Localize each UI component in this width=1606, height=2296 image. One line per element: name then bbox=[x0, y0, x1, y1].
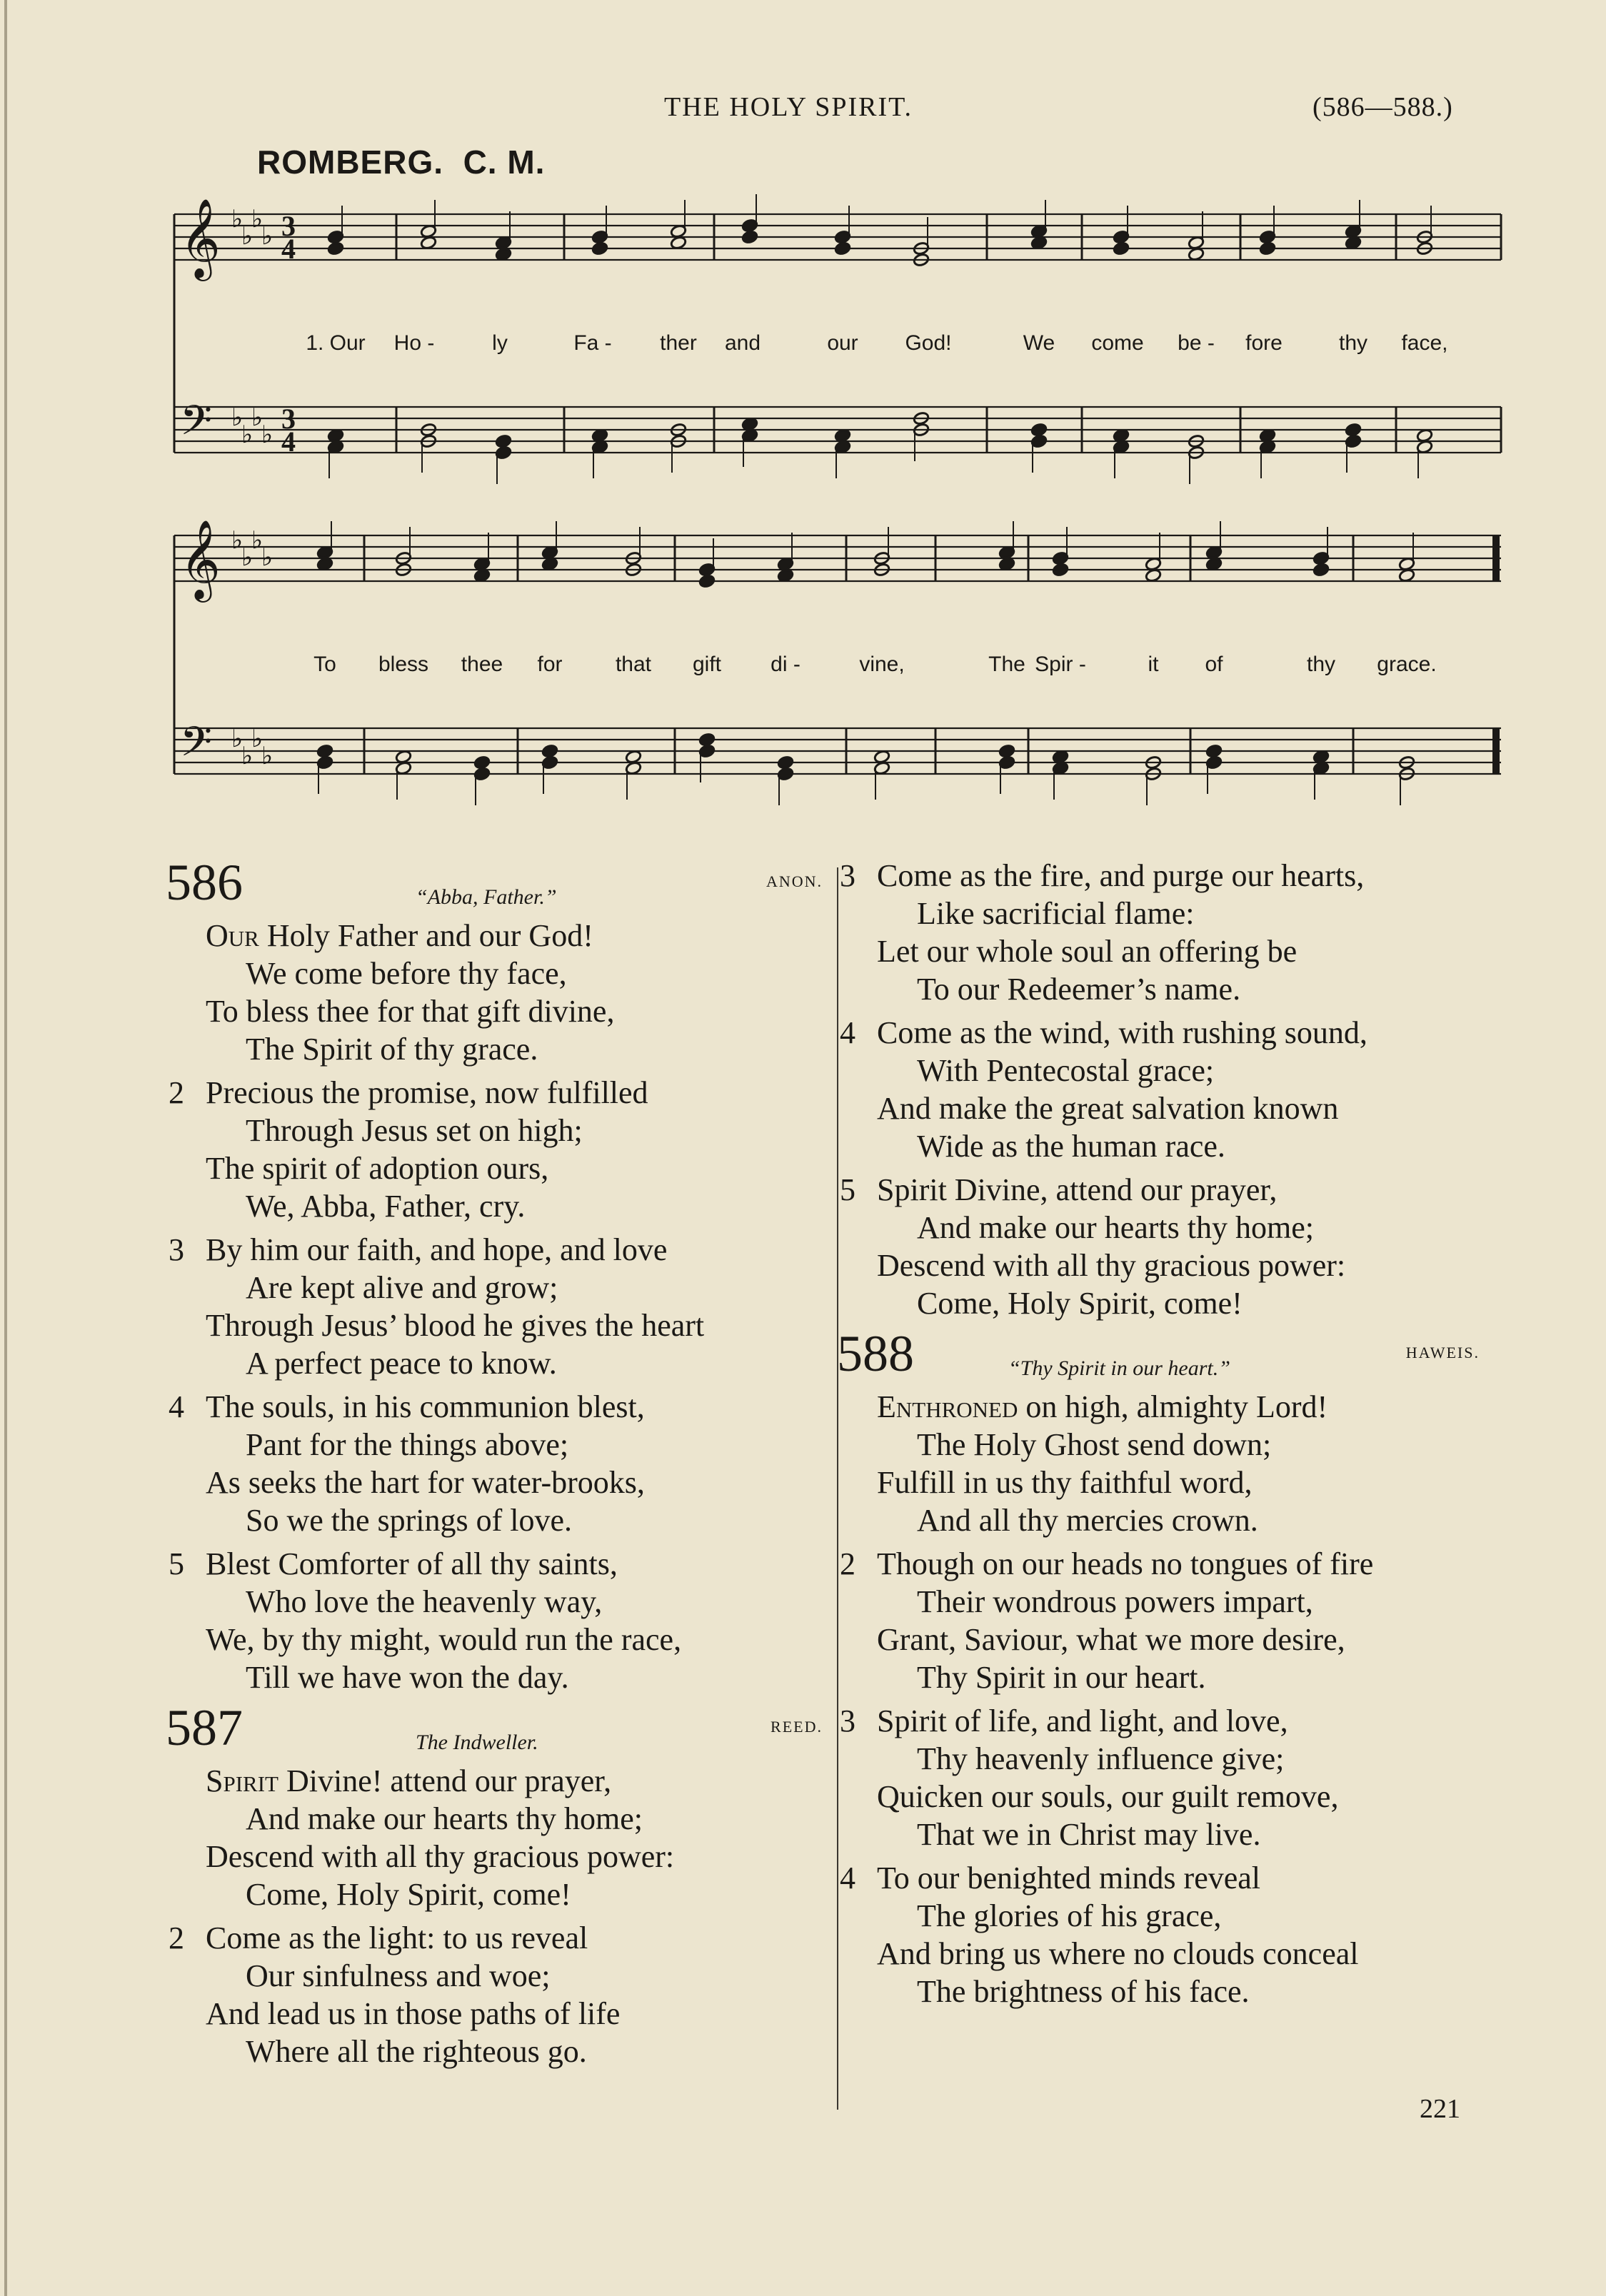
note-head bbox=[1205, 744, 1223, 758]
note-head bbox=[1113, 241, 1130, 256]
flat-icon: ♭ bbox=[241, 545, 254, 571]
stanza bbox=[166, 1388, 823, 1539]
verse-line: We, Abba, Father, cry. bbox=[246, 1189, 526, 1224]
note-head bbox=[1030, 423, 1048, 437]
verse-line: Where all the righteous go. bbox=[246, 2034, 587, 2069]
lyric-syllable: 1. Our bbox=[306, 331, 366, 355]
verse-line: The brightness of his face. bbox=[917, 1974, 1250, 2009]
hymn-header bbox=[837, 1325, 1480, 1388]
lyric-syllable: our bbox=[827, 331, 858, 355]
tune-meter: C. M. bbox=[463, 144, 546, 181]
flat-icon: ♭ bbox=[241, 422, 254, 448]
verse-line: The glories of his grace, bbox=[917, 1898, 1222, 1933]
verse-line: Come, Holy Spirit, come! bbox=[246, 1877, 571, 1912]
hymn-author: HAWEIS. bbox=[1405, 1344, 1480, 1361]
hymn-author: REED. bbox=[771, 1718, 823, 1736]
hymn-588 bbox=[837, 1325, 1480, 2010]
note-head bbox=[1259, 241, 1276, 256]
stanza-number: 5 bbox=[840, 1172, 855, 1207]
verse-line bbox=[206, 917, 823, 955]
verse-line: Quicken our souls, our guilt remove, bbox=[877, 1779, 1339, 1814]
verse-line: Thy Spirit in our heart. bbox=[917, 1660, 1206, 1695]
verse-line: We come before thy face, bbox=[246, 956, 567, 991]
verse-line: The Spirit of thy grace. bbox=[246, 1032, 538, 1067]
stanza bbox=[837, 1859, 1480, 2010]
stanza-number: 3 bbox=[840, 1703, 855, 1738]
stanza bbox=[166, 1231, 823, 1382]
verse-line: Descend with all thy gracious power: bbox=[206, 1839, 675, 1874]
verse-line: Come, Holy Spirit, come! bbox=[917, 1286, 1243, 1321]
note-head bbox=[1345, 423, 1362, 437]
verse-line: To our Redeemer’s name. bbox=[917, 972, 1241, 1007]
verse-line: Their wondrous powers impart, bbox=[917, 1584, 1313, 1619]
verse-line: Like sacrificial flame: bbox=[917, 896, 1195, 931]
first-word: Spirit bbox=[206, 1763, 278, 1798]
tune-name: ROMBERG. bbox=[257, 144, 443, 181]
note-head bbox=[473, 755, 491, 770]
verse-line: And make our hearts thy home; bbox=[917, 1210, 1314, 1245]
lyric-syllable: it bbox=[1148, 653, 1159, 676]
lyric-syllable: gift bbox=[692, 653, 722, 676]
hymn-author: ANON. bbox=[766, 872, 823, 890]
line-rest: Divine! attend our prayer, bbox=[278, 1763, 612, 1798]
note-head bbox=[777, 755, 794, 770]
time-signature-lower: 4 bbox=[281, 426, 296, 458]
running-head-range: (586—588.) bbox=[1313, 92, 1453, 122]
final-barline bbox=[1492, 535, 1500, 581]
lyric-syllable: be - bbox=[1178, 331, 1215, 355]
verse-line: Through Jesus’ blood he gives the heart bbox=[206, 1308, 705, 1343]
verse-line: Let our whole soul an offering be bbox=[877, 934, 1298, 969]
hymn-header bbox=[166, 854, 823, 917]
lyric-syllable: Spir - bbox=[1035, 653, 1086, 676]
verse-line: A perfect peace to know. bbox=[246, 1346, 557, 1381]
verse-line: Come as the fire, and purge our hearts, bbox=[877, 858, 1365, 893]
verse-line: By him our faith, and hope, and love bbox=[206, 1232, 668, 1267]
time-signature-upper: 3 bbox=[281, 403, 296, 435]
note-head bbox=[327, 241, 344, 256]
note-head bbox=[541, 744, 558, 758]
flat-icon: ♭ bbox=[251, 726, 264, 752]
verse-line: The Holy Ghost send down; bbox=[917, 1427, 1272, 1462]
page-number: 221 bbox=[1420, 2094, 1460, 2124]
note-head bbox=[741, 230, 758, 244]
lyric-syllable: God! bbox=[905, 331, 952, 355]
verse-line: Through Jesus set on high; bbox=[246, 1113, 583, 1148]
verse-line: The souls, in his communion blest, bbox=[206, 1389, 645, 1424]
verse-line: And lead us in those paths of life bbox=[206, 1996, 621, 2031]
hymn-subtitle: “Abba, Father.” bbox=[416, 885, 557, 909]
hymn-subtitle: “Thy Spirit in our heart.” bbox=[1008, 1356, 1230, 1380]
hymn-subtitle: The Indweller. bbox=[416, 1731, 538, 1754]
verse-line: And make our hearts thy home; bbox=[246, 1801, 643, 1836]
verse-line: The spirit of adoption ours, bbox=[206, 1151, 549, 1186]
stanza-number: 3 bbox=[840, 858, 855, 893]
bass-clef-icon: 𝄢 bbox=[180, 720, 213, 775]
stanza-number: 2 bbox=[169, 1920, 184, 1955]
flat-icon: ♭ bbox=[231, 528, 244, 554]
verse-line: Spirit of life, and light, and love, bbox=[877, 1703, 1288, 1738]
verse-line: That we in Christ may live. bbox=[917, 1817, 1261, 1852]
flat-icon: ♭ bbox=[251, 528, 264, 554]
verse-line bbox=[206, 1762, 823, 1800]
note-head bbox=[698, 574, 716, 588]
verse-line: So we the springs of love. bbox=[246, 1503, 573, 1538]
lyric-syllable: We bbox=[1023, 331, 1055, 355]
stanza bbox=[837, 1014, 1480, 1165]
lyric-syllable: grace. bbox=[1377, 653, 1437, 676]
lyric-syllable: face, bbox=[1401, 331, 1448, 355]
flat-icon: ♭ bbox=[241, 223, 254, 250]
verse-line: Precious the promise, now fulfilled bbox=[206, 1075, 648, 1110]
line-rest: on high, almighty Lord! bbox=[1018, 1389, 1328, 1424]
stanza-number: 5 bbox=[169, 1546, 184, 1581]
note-head bbox=[316, 744, 333, 758]
stanza-number: 4 bbox=[169, 1389, 184, 1424]
stanza-number: 4 bbox=[840, 1015, 855, 1050]
hymn-number: 587 bbox=[166, 1699, 243, 1756]
verse-line: Blest Comforter of all thy saints, bbox=[206, 1546, 618, 1581]
verse-line: Descend with all thy gracious power: bbox=[877, 1248, 1346, 1283]
verse-line: Come as the wind, with rushing sound, bbox=[877, 1015, 1367, 1050]
note-head bbox=[834, 241, 851, 256]
stanza bbox=[837, 1545, 1480, 1696]
stanza bbox=[837, 857, 1480, 1008]
verse-line: Thy heavenly influence give; bbox=[917, 1741, 1285, 1776]
flat-icon: ♭ bbox=[251, 405, 264, 431]
verse-line: Though on our heads no tongues of fire bbox=[877, 1546, 1374, 1581]
verse-line: Pant for the things above; bbox=[246, 1427, 569, 1462]
verse-line: And all thy mercies crown. bbox=[917, 1503, 1258, 1538]
lyric-syllable: di - bbox=[771, 653, 801, 676]
note-head bbox=[698, 732, 716, 747]
stanza bbox=[837, 1702, 1480, 1853]
flat-icon: ♭ bbox=[241, 743, 254, 770]
stanza bbox=[166, 1762, 823, 1913]
stanza bbox=[166, 1545, 823, 1696]
verse-line bbox=[877, 1388, 1480, 1426]
lyric-syllable: come bbox=[1091, 331, 1144, 355]
verse-line: Come as the light: to us reveal bbox=[206, 1920, 588, 1955]
final-barline bbox=[1492, 728, 1500, 774]
verse-line: As seeks the hart for water-brooks, bbox=[206, 1465, 645, 1500]
verse-line: Spirit Divine, attend our prayer, bbox=[877, 1172, 1278, 1207]
lyric-syllable: ther bbox=[660, 331, 697, 355]
stanza bbox=[166, 1074, 823, 1225]
stanza-number: 2 bbox=[840, 1546, 855, 1581]
verse-line: Till we have won the day. bbox=[246, 1660, 569, 1695]
left-column bbox=[166, 854, 823, 2076]
lyric-syllable: ly bbox=[492, 331, 508, 355]
stanza bbox=[837, 1171, 1480, 1322]
lyric-syllable: bless bbox=[378, 653, 429, 676]
first-word: Our bbox=[206, 918, 259, 953]
lyric-syllable: To bbox=[313, 653, 336, 676]
verse-line: And make the great salvation known bbox=[877, 1091, 1339, 1126]
treble-clef-icon: 𝄞 bbox=[180, 200, 221, 276]
lyric-syllable: thy bbox=[1338, 331, 1368, 355]
flat-icon: ♭ bbox=[231, 206, 244, 233]
hymn-header bbox=[166, 1699, 823, 1762]
lyric-syllable: fore bbox=[1245, 331, 1283, 355]
verse-line: To bless thee for that gift divine, bbox=[206, 994, 615, 1029]
flat-icon: ♭ bbox=[231, 405, 244, 431]
note-head bbox=[1052, 563, 1069, 577]
stanza bbox=[166, 917, 823, 1068]
verse-line: Our sinfulness and woe; bbox=[246, 1958, 551, 1993]
note-head bbox=[495, 434, 512, 448]
flat-icon: ♭ bbox=[261, 545, 273, 571]
stanza bbox=[166, 1919, 823, 2070]
bass-clef-icon: 𝄢 bbox=[180, 399, 213, 454]
flat-icon: ♭ bbox=[261, 743, 273, 770]
flat-icon: ♭ bbox=[261, 422, 273, 448]
verse-line: Who love the heavenly way, bbox=[246, 1584, 603, 1619]
lyric-syllable: for bbox=[537, 653, 563, 676]
verse-line: We, by thy might, would run the race, bbox=[206, 1622, 682, 1657]
lyric-syllable: vine, bbox=[859, 653, 905, 676]
hymn-number: 586 bbox=[166, 854, 243, 911]
verse-line: Fulfill in us thy faithful word, bbox=[877, 1465, 1253, 1500]
first-word: Enthroned bbox=[877, 1389, 1018, 1424]
lyric-syllable: Ho - bbox=[393, 331, 435, 355]
verse-line: Wide as the human race. bbox=[917, 1129, 1225, 1164]
lyric-syllable: Fa - bbox=[573, 331, 612, 355]
stanza-number: 2 bbox=[169, 1075, 184, 1110]
lyric-syllable: and bbox=[724, 331, 761, 355]
note-head bbox=[1313, 563, 1330, 577]
lyric-syllable: that bbox=[615, 653, 652, 676]
note-head bbox=[591, 241, 608, 256]
stanza-number: 3 bbox=[169, 1232, 184, 1267]
time-signature-lower: 4 bbox=[281, 233, 296, 265]
hymn-587 bbox=[166, 1699, 823, 2070]
flat-icon: ♭ bbox=[231, 726, 244, 752]
lyric-syllable: thy bbox=[1306, 653, 1336, 676]
running-head-title: THE HOLY SPIRIT. bbox=[664, 92, 913, 122]
verse-line: Grant, Saviour, what we more desire, bbox=[877, 1622, 1345, 1657]
lyric-syllable: thee bbox=[461, 653, 503, 676]
verse-line: Are kept alive and grow; bbox=[246, 1270, 558, 1305]
verse-line: To our benighted minds reveal bbox=[877, 1861, 1261, 1895]
hymn-586 bbox=[166, 854, 823, 1696]
note-head bbox=[998, 744, 1015, 758]
time-signature-upper: 3 bbox=[281, 210, 296, 242]
flat-icon: ♭ bbox=[261, 223, 273, 250]
flat-icon: ♭ bbox=[251, 206, 264, 233]
treble-clef-icon: 𝄞 bbox=[180, 521, 221, 598]
verse-line: And bring us where no clouds conceal bbox=[877, 1936, 1359, 1971]
lyric-syllable: The bbox=[988, 653, 1025, 676]
stanza bbox=[837, 1388, 1480, 1539]
line-rest: Holy Father and our God! bbox=[259, 918, 593, 953]
lyric-syllable: of bbox=[1205, 653, 1223, 676]
hymn-number: 588 bbox=[837, 1325, 914, 1382]
right-column bbox=[837, 857, 1480, 2016]
stanza-number: 4 bbox=[840, 1861, 855, 1895]
music-score bbox=[0, 0, 1606, 842]
verse-line: With Pentecostal grace; bbox=[917, 1053, 1215, 1088]
